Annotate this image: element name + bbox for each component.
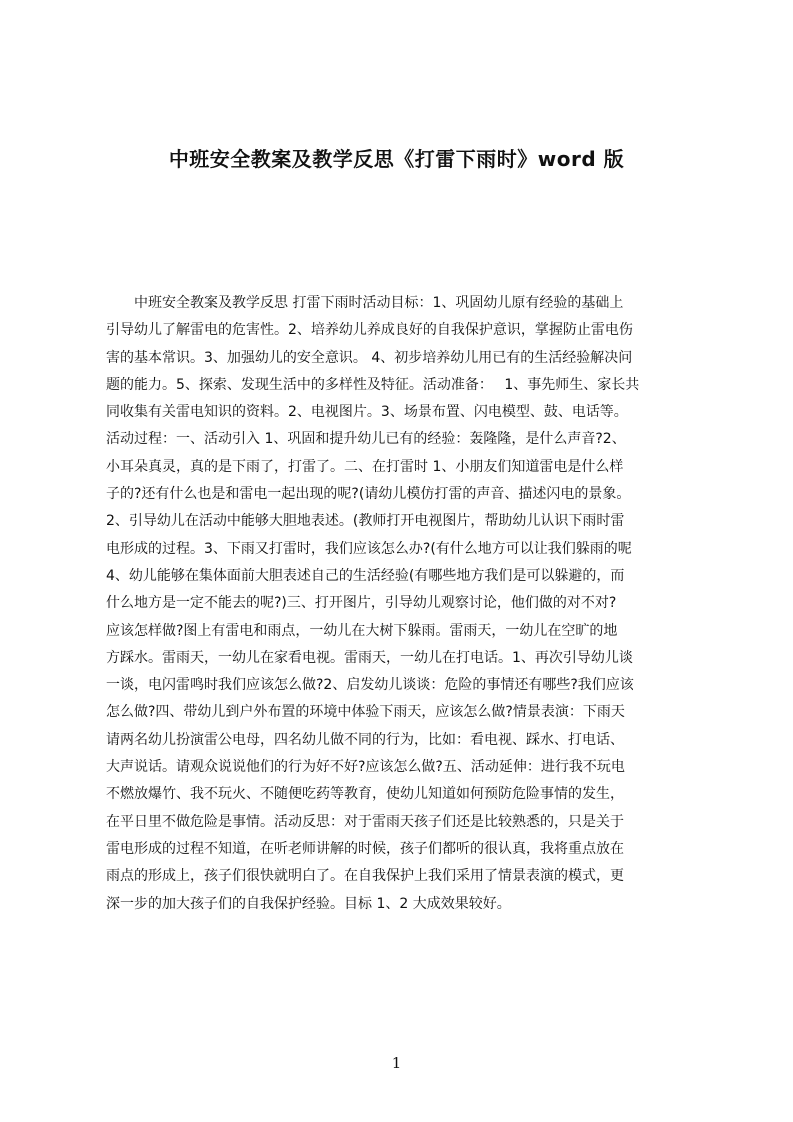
text-line: 什么地方是一定不能去的呢?)三、打开图片，引导幼儿观察讨论，他们做的对不对?: [106, 595, 617, 612]
text-line: 请两名幼儿扮演雷公电母，四名幼儿做不同的行为，比如：看电视、踩水、打电话、: [106, 731, 624, 748]
body-text: [106, 290, 698, 918]
text-line: 同收集有关雷电知识的资料。2、电视图片。3、场景布置、闪电模型、鼓、电话等。: [106, 404, 628, 421]
text-line: 题的能力。5、探索、发现生活中的多样性及特征。活动准备： 1、事先师生、家长共: [106, 376, 640, 393]
text-line: 怎么做?四、带幼儿到户外布置的环境中体验下雨天，应该怎么做?情景表演：下雨天: [106, 704, 625, 721]
text-line: 小耳朵真灵，真的是下雨了，打雷了。二、在打雷时 1、小朋友们知道雷电是什么样: [106, 458, 624, 475]
text-line: 害的基本常识。3、加强幼儿的安全意识。 4、初步培养幼儿用已有的生活经验解决问: [106, 349, 633, 366]
text-line: 子的?还有什么也是和雷电一起出现的呢?(请幼儿模仿打雷的声音、描述闪电的景象。: [106, 486, 631, 503]
text-line: 深一步的加大孩子们的自我保护经验。目标 1、2 大成效果较好。: [106, 895, 511, 912]
text-line: 不燃放爆竹、我不玩火、不随便吃药等教育，使幼儿知道如何预防危险事情的发生，: [106, 786, 624, 803]
text-line: 中班安全教案及教学反思 打雷下雨时活动目标：1、巩固幼儿原有经验的基础上: [106, 295, 624, 311]
text-line: 电形成的过程。3、下雨又打雷时，我们应该怎么办?(有什么地方可以让我们躲雨的呢: [106, 540, 632, 557]
text-line: 一谈，电闪雷鸣时我们应该怎么做?2、启发幼儿谈谈：危险的事情还有哪些?我们应该: [106, 677, 634, 694]
text-line: 应该怎样做?图上有雷电和雨点，一幼儿在大树下躲雨。雷雨天，一幼儿在空旷的地: [106, 622, 618, 639]
text-line: 2、引导幼儿在活动中能够大胆地表述。(教师打开电视图片，帮助幼儿认识下雨时雷: [106, 513, 625, 530]
text-line: 雷电形成的过程不知道，在听老师讲解的时候，孩子们都听的很认真，我将重点放在: [106, 840, 624, 857]
page-number: 1: [391, 1054, 402, 1072]
document-title: 中班安全教案及教学反思《打雷下雨时》word 版: [168, 147, 625, 171]
text-line: 活动过程：一、活动引入 1、巩固和提升幼儿已有的经验：轰隆隆，是什么声音?2、: [106, 431, 626, 448]
text-line: 大声说话。请观众说说他们的行为好不好?应该怎么做?五、活动延伸：进行我不玩电: [106, 759, 625, 776]
text-line: 引导幼儿了解雷电的危害性。2、培养幼儿养成良好的自我保护意识，掌握防止雷电伤: [106, 322, 633, 339]
text-line: 在平日里不做危险是事情。活动反思：对于雷雨天孩子们还是比较熟悉的，只是关于: [106, 813, 624, 830]
text-line: 4、幼儿能够在集体面前大胆表述自己的生活经验(有哪些地方我们是可以躲避的，而: [106, 567, 625, 584]
text-line: 方踩水。雷雨天，一幼儿在家看电视。雷雨天，一幼儿在打电话。1、再次引导幼儿谈: [106, 649, 633, 666]
text-line: 雨点的形成上，孩子们很快就明白了。在自我保护上我们采用了情景表演的模式，更: [106, 868, 624, 885]
